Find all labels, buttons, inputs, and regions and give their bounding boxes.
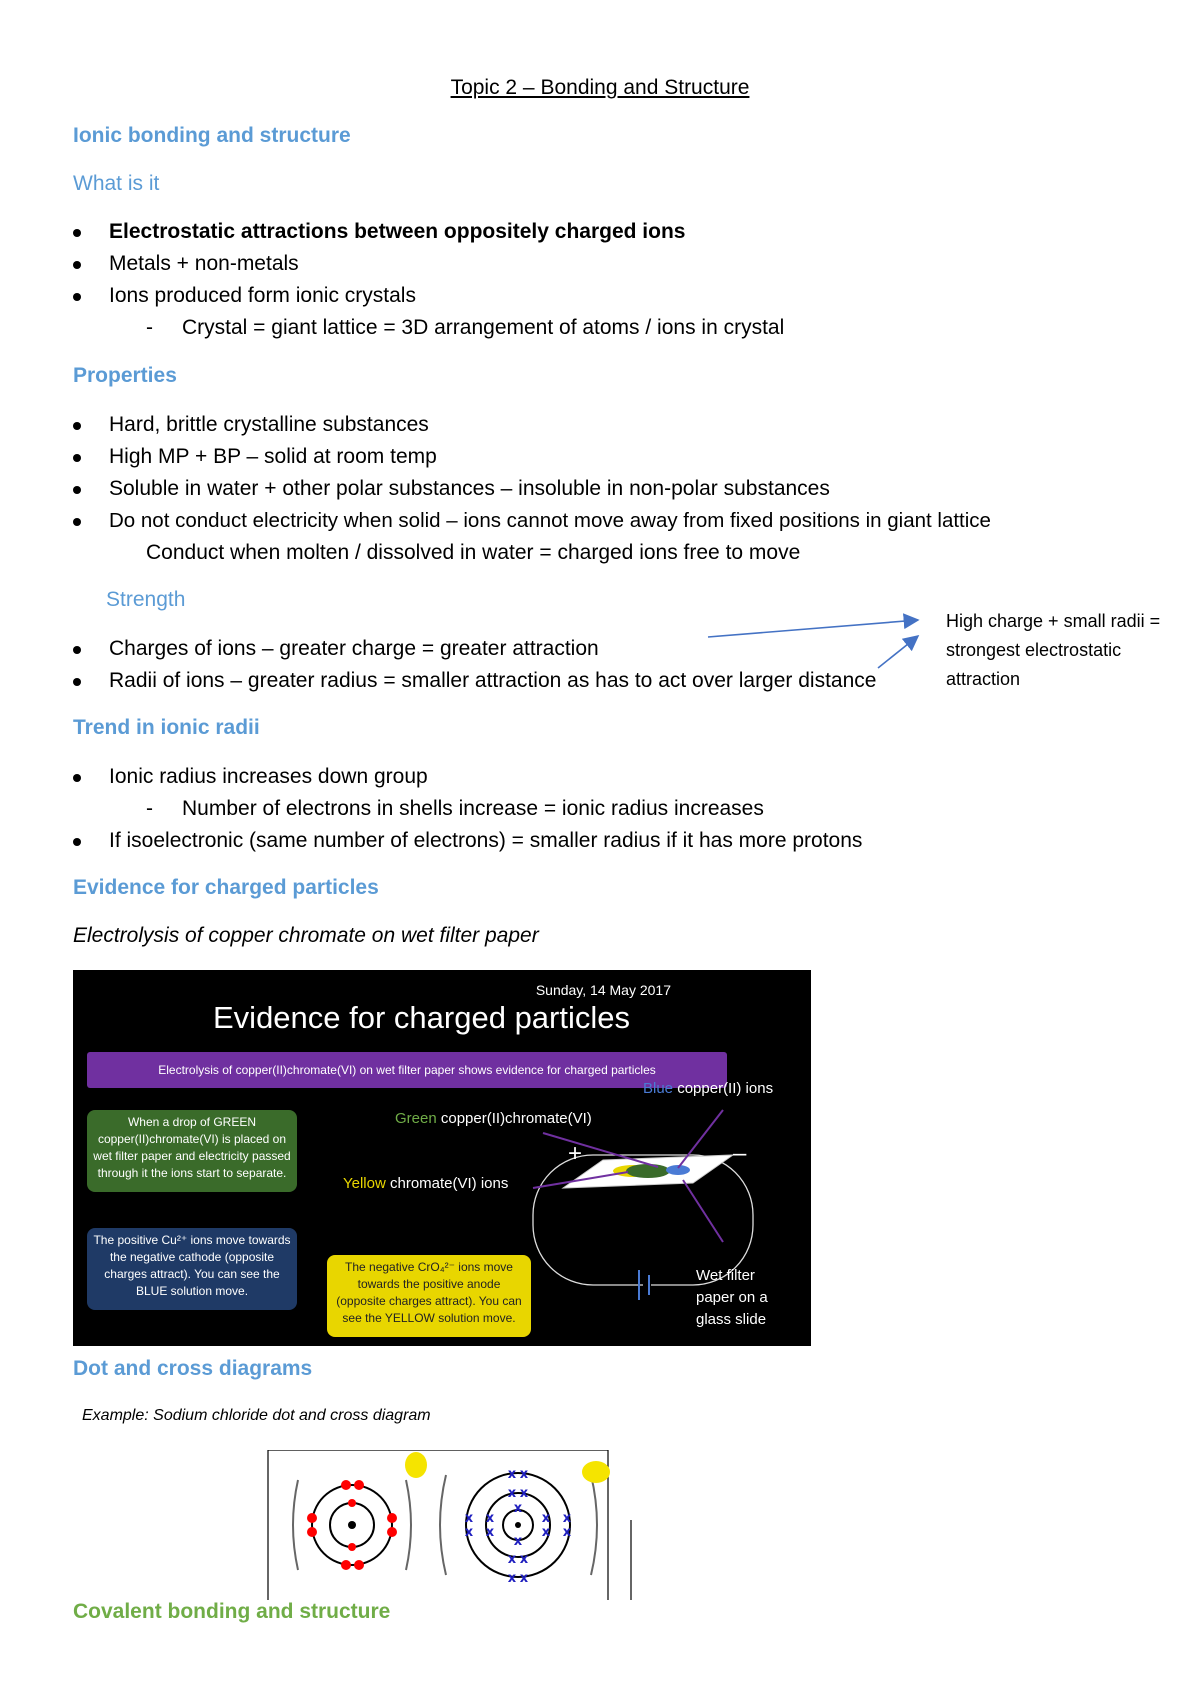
blue-info-box: The positive Cu²⁺ ions move towards the negative cathode (opposite charges attract). You can see the BLUE solution move. xyxy=(87,1228,297,1310)
slide-banner: Electrolysis of copper(II)chromate(VI) on wet filter paper shows evidence for charged particles xyxy=(87,1052,727,1088)
svg-text:x: x xyxy=(507,1467,517,1482)
yellow-label: Yellow chromate(VI) ions xyxy=(343,1175,509,1192)
svg-text:x: x xyxy=(507,1571,517,1586)
wet-filter-label: Wet filter paper on a glass slide xyxy=(696,1267,768,1328)
properties-heading: Properties xyxy=(73,364,177,387)
slide-image xyxy=(73,970,811,1346)
evidence-caption: Electrolysis of copper chromate on wet filter paper xyxy=(73,924,539,947)
strength-heading: Strength xyxy=(106,588,186,611)
svg-text:x: x xyxy=(519,1552,529,1567)
svg-text:x: x xyxy=(562,1525,572,1540)
what-is-it-heading: What is it xyxy=(73,172,160,195)
minus-sign: – xyxy=(733,1140,747,1167)
dot-cross-caption: Example: Sodium chloride dot and cross diagram xyxy=(82,1407,431,1424)
green-label: Green copper(II)chromate(VI) xyxy=(395,1110,592,1127)
svg-text:x: x xyxy=(485,1511,495,1526)
bullet-icon xyxy=(73,229,81,237)
bullet-icon xyxy=(73,261,81,269)
dot-cross-heading: Dot and cross diagrams xyxy=(73,1357,313,1380)
bullet-icon xyxy=(73,678,81,686)
covalent-heading: Covalent bonding and structure xyxy=(73,1600,391,1623)
svg-text:x: x xyxy=(464,1525,474,1540)
yellow-info-box: The negative CrO₄²⁻ ions move towards the positive anode (opposite charges attract). You can see the YELLOW solution move. xyxy=(327,1255,531,1337)
green-info-box: When a drop of GREEN copper(II)chromate(VI) is placed on wet filter paper and electricity passed through it the ions start to separate. xyxy=(87,1110,297,1192)
blue-label: Blue copper(II) ions xyxy=(643,1080,774,1097)
slide-date: Sunday, 14 May 2017 xyxy=(535,982,671,998)
svg-text:x: x xyxy=(507,1552,517,1567)
arrow-annotation xyxy=(700,610,940,680)
svg-text:x: x xyxy=(485,1525,495,1540)
arrow-line xyxy=(708,620,918,637)
svg-text:x: x xyxy=(541,1525,551,1540)
svg-text:x: x xyxy=(513,1534,523,1549)
svg-text:x: x xyxy=(513,1501,523,1516)
side-note: High charge + small radii = strongest electrostatic attraction xyxy=(946,611,1161,689)
svg-text:x: x xyxy=(519,1467,529,1482)
svg-text:x: x xyxy=(519,1571,529,1586)
bullet-icon xyxy=(73,774,81,782)
bullet-icon xyxy=(73,422,81,430)
svg-text:x: x xyxy=(464,1511,474,1526)
arrow-line xyxy=(878,636,918,668)
bullet-icon xyxy=(73,454,81,462)
bullet-icon xyxy=(73,646,81,654)
svg-text:x: x xyxy=(562,1511,572,1526)
svg-text:x: x xyxy=(541,1511,551,1526)
page-title: Topic 2 – Bonding and Structure xyxy=(450,76,750,99)
bullet-icon xyxy=(73,293,81,301)
evidence-heading: Evidence for charged particles xyxy=(73,876,379,899)
nacl-diagram xyxy=(266,1450,636,1600)
svg-text:x: x xyxy=(519,1486,529,1501)
bullet-icon xyxy=(73,518,81,526)
trend-heading: Trend in ionic radii xyxy=(73,716,260,739)
continuation-text: Conduct when molten / dissolved in water = charged ions free to move xyxy=(146,541,801,564)
dot-cross-diagram xyxy=(266,1450,636,1600)
slide-title: Evidence for charged particles xyxy=(213,1000,631,1035)
bullet-icon xyxy=(73,838,81,846)
svg-text:x: x xyxy=(507,1486,517,1501)
ionic-heading: Ionic bonding and structure xyxy=(73,124,351,147)
plus-sign: + xyxy=(568,1140,583,1167)
bullet-icon xyxy=(73,486,81,494)
